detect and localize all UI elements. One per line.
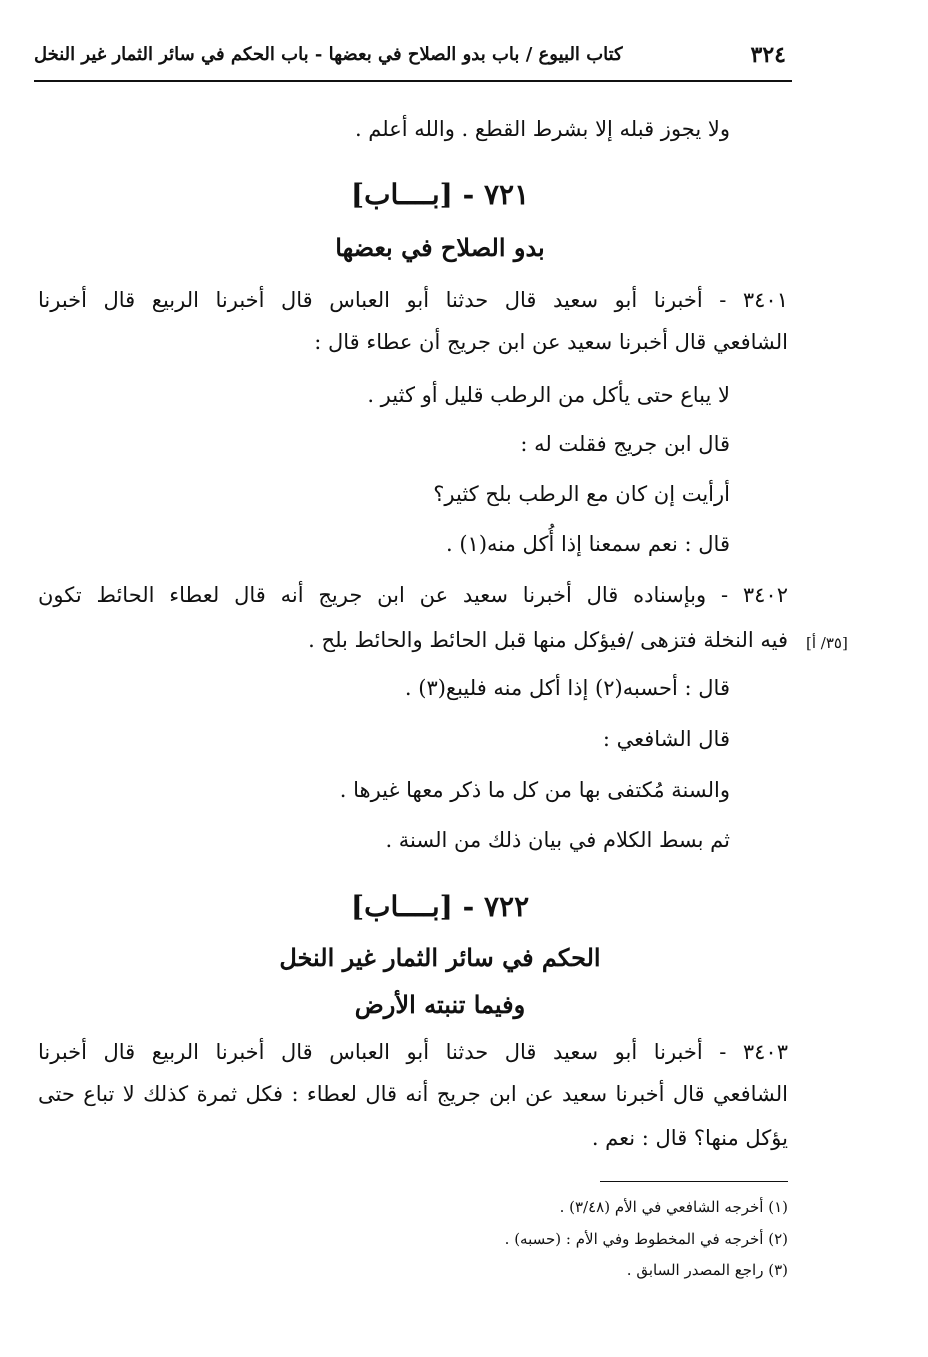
hadith-3403-line-3: يؤكل منها؟ قال : نعم .	[591, 1126, 788, 1150]
page-number: ٣٢٤	[750, 42, 786, 68]
footnote-2: (٢) أخرجه في المخطوط وفي الأم : (حسبه) .	[504, 1230, 788, 1248]
text-line: قال الشافعي :	[602, 727, 730, 751]
hadith-3402-line-2: فيه النخلة فتزهى /فيؤكل منها قبل الحائط والحائط بلح .	[308, 628, 788, 652]
text-line: ثم بسط الكلام في بيان ذلك من السنة .	[385, 828, 730, 852]
margin-folio-note: [٣٥/ أ]	[806, 634, 848, 652]
footnote-separator	[600, 1181, 788, 1182]
text-line: أرأيت إن كان مع الرطب بلح كثير؟	[433, 482, 730, 506]
bab-721-heading: ٧٢١ - [بــــاب]	[350, 178, 530, 211]
hadith-3401-line-1: ٣٤٠١ - أخبرنا أبو سعيد قال حدثنا أبو العباس قال أخبرنا الربيع قال أخبرنا	[38, 288, 788, 312]
hadith-3403-line-2: الشافعي قال أخبرنا سعيد عن ابن جريج أنه قال لعطاء : فكل ثمرة كذلك لا تباع حتى	[38, 1082, 788, 1106]
hadith-3402-line-1: ٣٤٠٢ - وبإسناده قال أخبرنا سعيد عن ابن جريج أنه قال لعطاء الحائط تكون	[38, 583, 788, 607]
text-line: والسنة مُكتفى بها من كل ما ذكر معها غيرها .	[339, 778, 730, 802]
bab-721-title: بدو الصلاح في بعضها	[335, 233, 545, 262]
page-header	[34, 38, 792, 82]
hadith-3403-line-1: ٣٤٠٣ - أخبرنا أبو سعيد قال حدثنا أبو العباس قال أخبرنا الربيع قال أخبرنا	[38, 1040, 788, 1064]
text-line: لا يباع حتى يأكل من الرطب قليل أو كثير .	[367, 383, 730, 407]
text-line: قال ابن جريج فقلت له :	[520, 432, 730, 456]
bab-722-title-line-1: الحكم في سائر الثمار غير النخل	[279, 943, 601, 972]
bab-722-title-line-2: وفيما تنبته الأرض	[354, 990, 526, 1019]
footnote-3: (٣) راجع المصدر السابق .	[626, 1261, 788, 1279]
text-line: ولا يجوز قبله إلا بشرط القطع . والله أعلم .	[354, 117, 730, 141]
text-line: قال : أحسبه(٢) إذا أكل منه فليبع(٣) .	[404, 676, 730, 700]
hadith-3401-line-2: الشافعي قال أخبرنا سعيد عن ابن جريج أن عطاء قال :	[314, 330, 788, 354]
text-line: قال : نعم سمعنا إذا أُكل منه(١) .	[446, 532, 730, 556]
footnote-1: (١) أخرجه الشافعي في الأم (٣/٤٨) .	[559, 1198, 788, 1216]
bab-722-heading: ٧٢٢ - [بــــاب]	[350, 890, 530, 923]
running-title: كتاب البيوع / باب بدو الصلاح في بعضها - باب الحكم في سائر الثمار غير النخل	[34, 44, 623, 65]
